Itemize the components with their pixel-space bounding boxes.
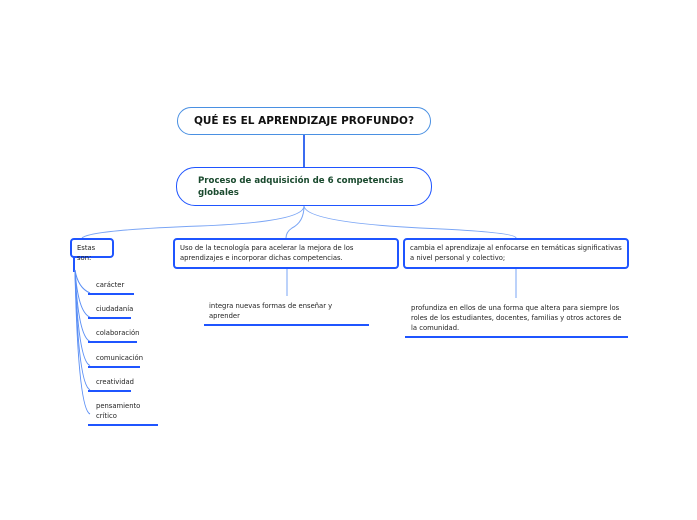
list-item-label: comunicación — [96, 353, 144, 362]
main-topic-node[interactable] — [176, 167, 432, 206]
leaf-label: integra nuevas formas de enseñar y aprender — [209, 302, 333, 320]
list-item-label: creatividad — [96, 377, 134, 386]
branch-label: Uso de la tecnología para acelerar la mejora de los aprendizajes e incorporar dichas competencias. — [180, 244, 354, 262]
list-item-label: carácter — [96, 281, 125, 289]
list-item-competencia[interactable] — [88, 280, 134, 295]
connector-main-estas — [82, 206, 304, 238]
branch-estas-son[interactable] — [70, 238, 114, 262]
leaf-integra[interactable] — [204, 301, 369, 326]
branch-cambia-aprendizaje[interactable] — [403, 238, 629, 269]
branch-label: Estas son: — [77, 244, 96, 262]
list-item-competencia[interactable] — [88, 304, 134, 319]
connector-main-cambia — [304, 206, 516, 238]
branch-label: cambia el aprendizaje al enfocarse en temáticas significativas a nivel personal y colectivo; — [410, 244, 622, 262]
list-item-competencia[interactable] — [88, 353, 144, 368]
leaf-label: profundiza en ellos de una forma que altera para siempre los roles de los estudiantes, docentes, familias y otros actores de la comunidad. — [411, 304, 622, 332]
list-item-competencia[interactable] — [88, 401, 158, 426]
list-item-label: colaboración — [96, 329, 140, 338]
leaf-profundiza[interactable] — [405, 303, 628, 338]
main-topic-label: Proceso de adquisición de 6 competencias globales — [198, 176, 404, 198]
branch-uso-tecnologia[interactable] — [173, 238, 399, 269]
root-node[interactable] — [177, 107, 431, 135]
list-item-competencia[interactable] — [88, 328, 140, 343]
list-item-label: pensamiento crítico — [96, 402, 141, 420]
root-title: QUÉ ES EL APRENDIZAJE PROFUNDO? — [193, 115, 415, 127]
list-item-label: ciudadanía — [96, 305, 134, 314]
list-item-competencia[interactable] — [88, 377, 134, 392]
